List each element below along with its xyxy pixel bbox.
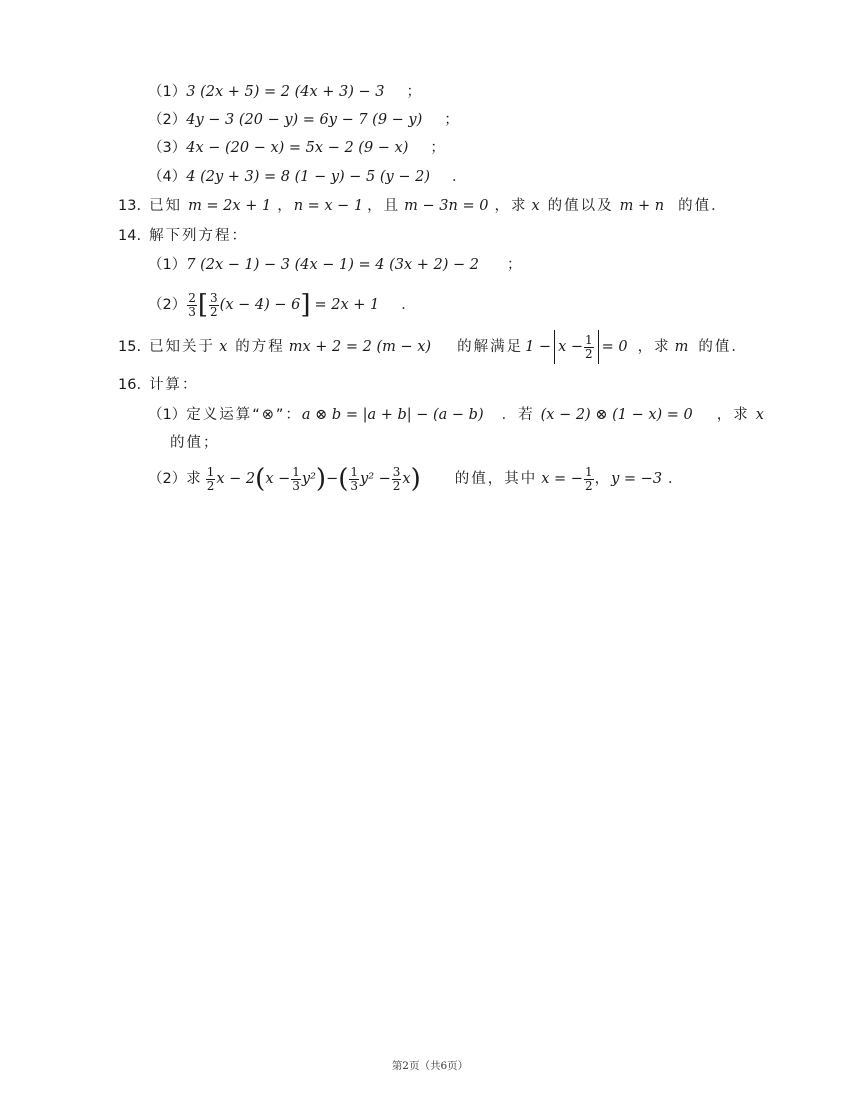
text: 的值以及 [547,198,614,214]
question-title: 解下列方程： [149,228,249,244]
expression: x [219,339,228,355]
equation: 4 (2y + 3) = 8 (1 − y) − 5 (y − 2) [186,169,430,185]
part-label: （1） [148,257,187,273]
punctuation: ． [668,471,683,487]
text: ，求 [637,339,671,355]
q12-part2 [148,109,459,130]
fraction [291,466,301,493]
text: 的值； [170,435,220,451]
q14-part2 [148,287,416,322]
numerator: 2 [188,290,196,305]
expression: m [674,339,689,355]
expression: x [755,407,764,423]
part-label: （2） [148,297,187,313]
part-label: （1） [148,84,187,100]
punctuation: ； [430,140,445,156]
text: 已知关于 [149,339,216,355]
expression: x − 2 [216,471,256,487]
part-label: （1） [148,407,187,423]
denominator: 2 [584,478,593,493]
abs-bar-right [598,330,599,364]
expression: x − [558,339,584,355]
expression: y = −3 [611,471,663,487]
page-footer: 第2页（共6页） [391,1060,469,1072]
expression: y² [301,471,316,487]
part-label: （2） [148,112,187,128]
expression: y² − [360,471,391,487]
q16-part1 [148,404,764,425]
question-number: 16. [118,377,142,393]
expression: (x − 4) − 6 [219,297,301,313]
question-number: 13. [118,198,142,214]
denominator: 3 [350,478,359,493]
text: 已知 [149,198,183,214]
text: 求 [186,471,203,487]
expression: x − [265,471,291,487]
fraction [584,334,594,361]
question-16 [118,374,199,395]
text: ， [594,471,612,487]
text: ，求 [494,198,528,214]
punctuation: ． [401,297,416,313]
text: ，且 [367,198,401,214]
punctuation: ； [444,112,459,128]
numerator: 1 [292,464,300,479]
equation: 7 (2x − 1) − 3 (4x − 1) = 4 (3x + 2) − 2 [186,257,479,273]
expression: mx + 2 = 2 (m − x) [288,339,432,355]
fraction [392,466,402,493]
expression: m − 3n = 0 [404,198,489,214]
numerator: 1 [206,464,215,479]
expression: x = − [541,471,583,487]
text: 的值，其中 [454,471,538,487]
q16-part1-continued [170,432,220,453]
expression: (x − 2) ⊗ (1 − x) = 0 [540,407,693,423]
right-bracket: ] [300,290,311,320]
text: 定义运算“⊗”： [186,407,302,423]
numerator: 1 [585,332,593,347]
part-label: （4） [148,169,187,185]
punctuation: ． [452,169,467,185]
text: 的解满足 [457,339,524,355]
question-15 [118,328,748,365]
punctuation: ； [507,257,522,273]
numerator: 1 [350,464,359,479]
numerator: 3 [392,464,401,479]
expression: − [326,471,339,487]
denominator: 2 [206,478,215,493]
text: 的值． [698,339,748,355]
expression: x [531,198,540,214]
abs-bar-left [554,330,555,364]
question-14 [118,225,248,246]
fraction [209,292,219,319]
denominator: 3 [188,304,196,319]
text: ， [277,198,294,214]
q16-part2 [148,460,683,497]
numerator: 1 [584,464,593,479]
part-label: （3） [148,140,187,156]
q12-part3 [148,137,445,158]
right-paren: ) [410,464,421,494]
left-bracket: [ [197,290,209,320]
expression: = 2x + 1 [314,297,380,313]
text: ，求 [716,407,750,423]
equation: 4y − 3 (20 − y) = 6y − 7 (9 − y) [186,112,423,128]
question-13 [118,195,728,216]
text: 的值． [678,198,728,214]
expression: m + n [619,198,665,214]
denominator: 2 [392,478,401,493]
left-paren: ( [338,464,349,494]
expression: x [402,471,411,487]
fraction [206,466,216,493]
fraction [187,292,197,319]
text: 的方程 [235,339,285,355]
part-label: （2） [148,471,187,487]
expression: m = 2x + 1 [188,198,272,214]
expression: n = x − 1 [293,198,364,214]
expression: = 0 [601,339,628,355]
denominator: 3 [292,478,300,493]
fraction [349,466,359,493]
equation: 4x − (20 − x) = 5x − 2 (9 − x) [186,140,409,156]
equation: 3 (2x + 5) = 2 (4x + 3) − 3 [186,84,385,100]
numerator: 3 [210,290,218,305]
denominator: 2 [585,346,593,361]
q12-part1 [148,81,421,102]
right-paren: ) [315,464,327,494]
q12-part4 [148,166,467,187]
denominator: 2 [210,304,218,319]
text: ．若 [501,407,535,423]
expression: 1 − [525,339,552,355]
expression: a ⊗ b = |a + b| − (a − b) [301,407,484,423]
q14-part1 [148,254,522,275]
fraction [584,466,594,493]
question-title: 计算： [149,377,199,393]
question-number: 15. [118,339,142,355]
question-number: 14. [118,228,142,244]
punctuation: ； [406,84,421,100]
left-paren: ( [255,464,266,494]
